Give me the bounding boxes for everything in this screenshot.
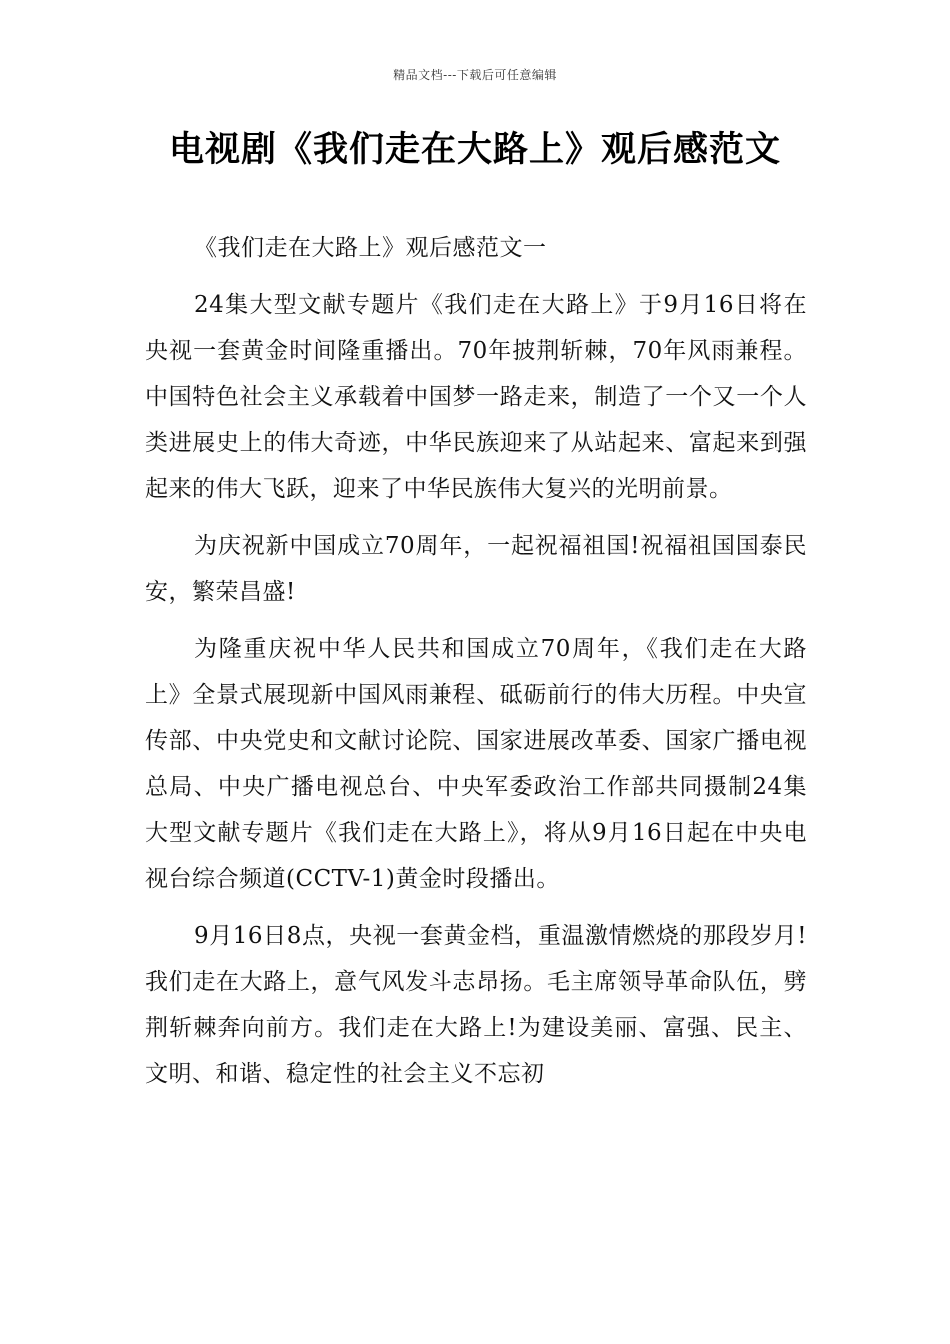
header-note: 精品文档---下载后可任意编辑 <box>393 68 557 82</box>
paragraph: 为隆重庆祝中华人民共和国成立70周年，《我们走在大路上》全景式展现新中国风雨兼程、砥砺前行的伟大历程。中央宣传部、中央党史和文献讨论院、国家进展改革委、国家广播电视总局、中央广播电视总台、中央军委政治工作部共同摄制24集大型文献专题片《我们走在大路上》，将从9月16日起在中央电视台综合频道(CCTV-1)黄金时段播出。 <box>145 636 807 892</box>
paragraph-subtitle: 《我们走在大路上》观后感范文一 <box>194 235 547 261</box>
paragraph: 24集大型文献专题片《我们走在大路上》于9月16日将在央视一套黄金时间隆重播出。70年披荆斩棘，70年风雨兼程。中国特色社会主义承载着中国梦一路走来，制造了一个又一个人类进展史上的伟大奇迹，中华民族迎来了从站起来、富起来到强起来的伟大飞跃，迎来了中华民族伟大复兴的光明前景。 <box>145 292 807 502</box>
paragraph: 9月16日8点，央视一套黄金档，重温激情燃烧的那段岁月!我们走在大路上，意气风发斗志昂扬。毛主席领导革命队伍，劈荆斩棘奔向前方。我们走在大路上!为建设美丽、富强、民主、文明、和谐、稳定性的社会主义不忘初 <box>145 923 807 1087</box>
document-body <box>145 225 807 1108</box>
paragraph: 为庆祝新中国成立70周年，一起祝福祖国!祝福祖国国泰民安，繁荣昌盛! <box>145 533 807 605</box>
document-title: 电视剧《我们走在大路上》观后感范文 <box>168 130 781 170</box>
